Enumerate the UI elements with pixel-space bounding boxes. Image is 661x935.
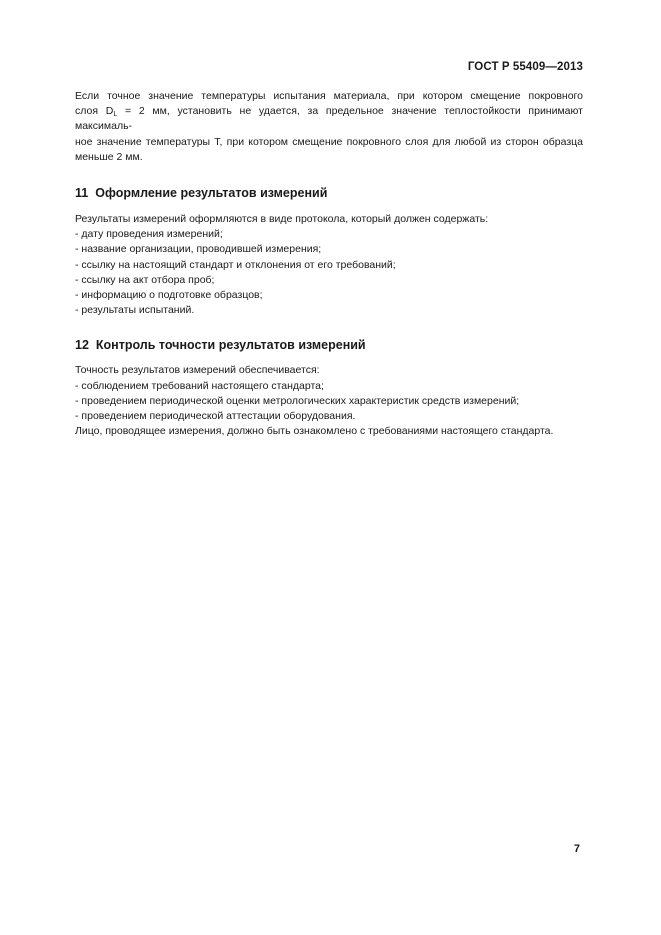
intro-line-4: меньше 2 мм. <box>75 150 143 163</box>
intro-line-2-end: = 2 мм, установить не удается, за предельное значение теплостойкости принимают максималь- <box>75 105 583 133</box>
page-number: 7 <box>573 843 580 855</box>
section-11-lead: Результаты измерений оформляются в виде протокола, который должен содержать: <box>75 213 489 226</box>
section-11-title: Оформление результатов измерений <box>95 186 328 201</box>
section-12-heading <box>75 337 583 353</box>
section-12-number: 12 <box>75 338 89 353</box>
section-12-lead: Точность результатов измерений обеспечивается: <box>75 364 320 377</box>
section-11-number: 11 <box>75 186 89 201</box>
intro-line-3: ное значение температуры T, при котором смещение покровного слоя для любой из сторон образца <box>75 135 583 148</box>
intro-paragraph <box>75 89 583 165</box>
page-content <box>75 89 583 439</box>
list-item: - соблюдением требований настоящего стандарта; <box>75 379 324 392</box>
list-item: - ссылку на акт отбора проб; <box>75 273 215 286</box>
subscript-l: L <box>113 111 118 119</box>
list-item: - дату проведения измерений; <box>75 228 223 241</box>
intro-line-1 <box>75 89 583 104</box>
list-item: - ссылку на настоящий стандарт и отклонения от его требований; <box>75 258 396 271</box>
list-item: - проведением периодической аттестации оборудования. <box>75 410 356 423</box>
section-12-closing: Лицо, проводящее измерения, должно быть ознакомлено с требованиями настоящего стандарта. <box>75 425 554 438</box>
list-item: - проведением периодической оценки метрологических характеристик средств измерений; <box>75 394 520 407</box>
document-code: ГОСТ Р 55409—2013 <box>467 61 583 73</box>
intro-line-1-text: Если точное значение температуры испытания материала, при котором смещение покровного <box>75 90 583 102</box>
list-item: - результаты испытаний. <box>75 304 195 317</box>
list-item: - информацию о подготовке образцов; <box>75 289 263 302</box>
section-11-heading <box>75 185 583 201</box>
section-12-list <box>75 379 583 425</box>
list-item: - название организации, проводившей измерения; <box>75 243 322 256</box>
intro-line-2-start: слоя D <box>75 105 114 118</box>
section-12-title: Контроль точности результатов измерений <box>95 338 366 353</box>
intro-line-2 <box>75 104 583 134</box>
section-11-list <box>75 227 583 318</box>
